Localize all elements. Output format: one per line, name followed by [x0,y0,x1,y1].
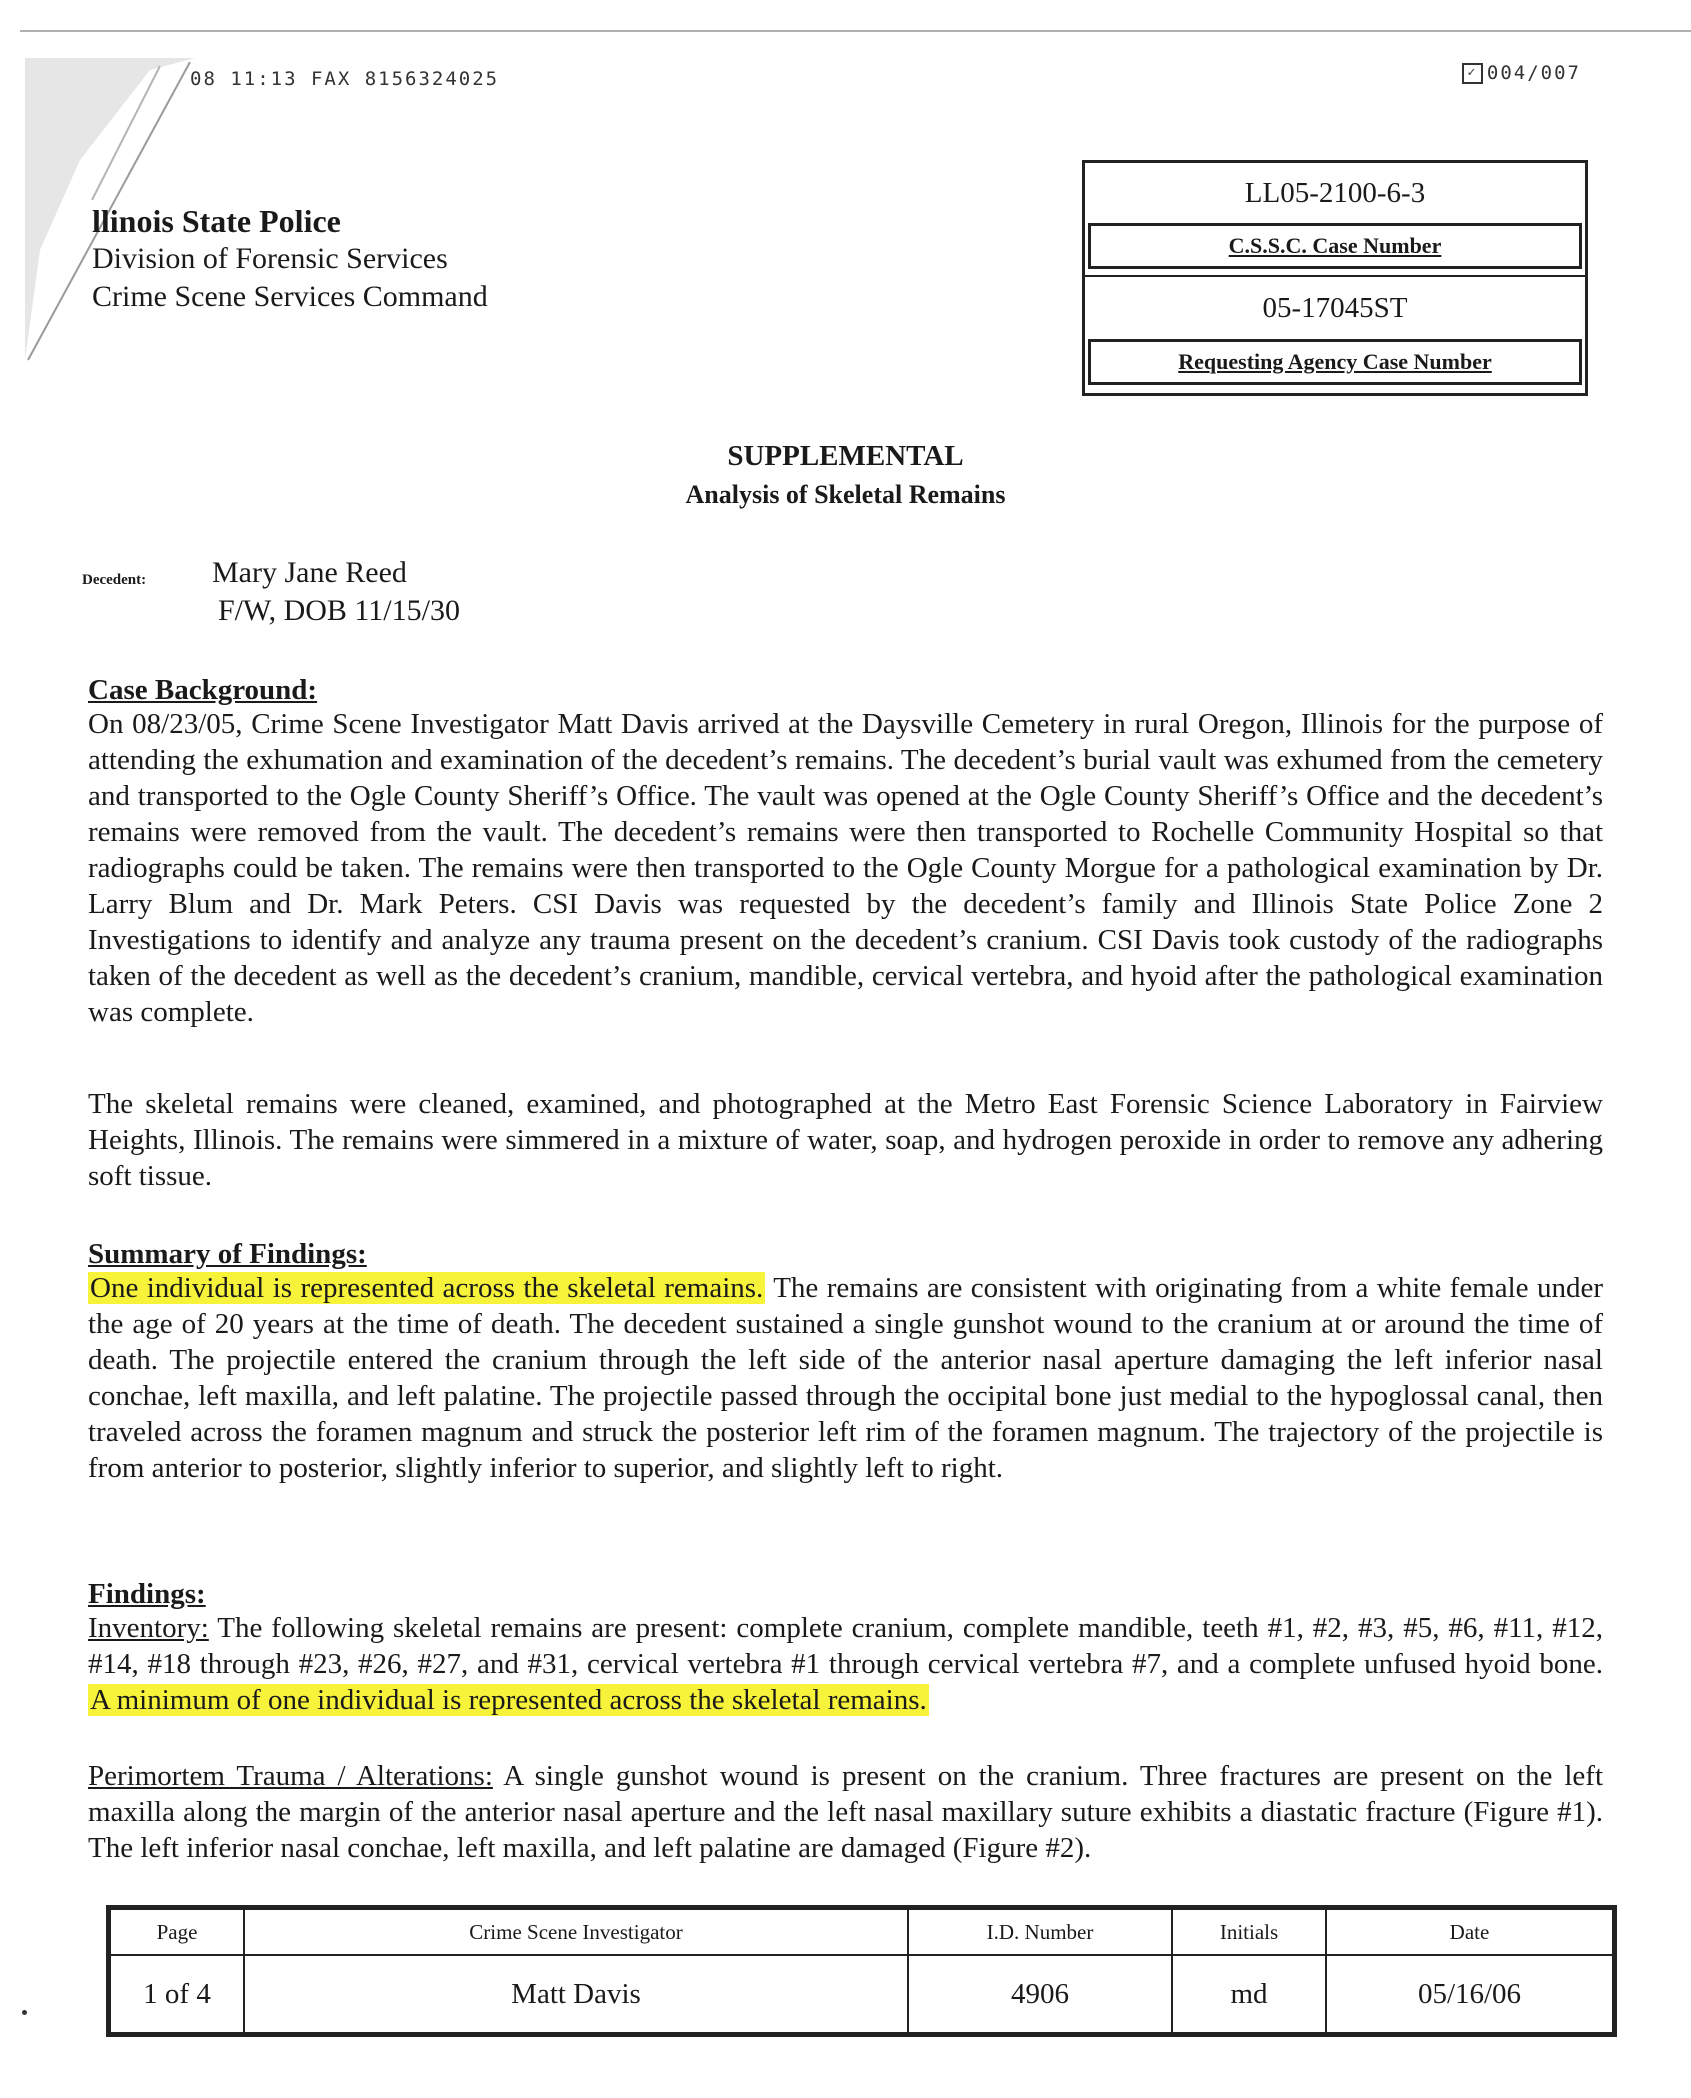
agency-case-number: 05-17045ST [1085,275,1585,339]
summary-highlight: One individual is represented across the skeletal remains. [90,1272,764,1304]
signature-footer [106,1905,1617,2037]
report-title: SUPPLEMENTAL [727,440,964,472]
summary-heading-row [88,1236,1603,1272]
footer-investigator-value: Matt Davis [244,1955,908,2033]
footer-id-value: 4906 [908,1955,1172,2033]
agency-division: Division of Forensic Services [92,242,448,275]
case-background-heading: Case Background: [88,674,318,706]
trauma-text: A single gunshot wound is present on the cranium. Three fractures are present on the left maxilla along the margin of the anterior nasal aperture and the left nasal maxillary suture exhibits a diastatic fracture (Figure #1). The left inferior nasal conchae, left maxilla, and left palatine are damaged (Figure #2). [88,1760,1603,1864]
footer-header-date: Date [1326,1909,1613,1955]
footer-value-row [110,1955,1613,2033]
fax-page-count [1462,62,1581,84]
case-background-paragraph-1: On 08/23/05, Crime Scene Investigator Matt Davis arrived at the Daysville Cemetery in rural Oregon, Illinois for the purpose of attending the exhumation and examination of the decedent’s remains. The decedent’s burial vault was exhumed from the cemetery and transported to the Ogle County Sheriff’s Office. The vault was opened at the Ogle County Sheriff’s Office and the decedent’s remains were removed from the vault. The decedent’s remains were then transported to Rochelle Community Hospital so that radiographs could be taken. The remains were then transported to the Ogle County Morgue for a pathological examination by Dr. Larry Blum and Dr. Mark Peters. CSI Davis was requested by the decedent’s family and Illinois State Police Zone 2 Investigations to identify and analyze any trauma present on the decedent’s cranium. CSI Davis took custody of the radiographs taken of the decedent as well as the decedent’s cranium, mandible, cervical vertebra, and hyoid after the pathological examination was complete. [88,708,1603,1028]
trauma-paragraph [88,1758,1603,1866]
footer-header-row [110,1909,1613,1955]
case-number-box [1082,160,1588,396]
agency-block [92,202,488,316]
agency-name: llinois State Police [92,203,341,239]
report-subtitle: Analysis of Skeletal Remains [685,480,1006,509]
footer-header-initials: Initials [1172,1909,1326,1955]
footer-header-investigator: Crime Scene Investigator [244,1909,908,1955]
fax-page-count-text: 004/007 [1486,62,1581,84]
cssc-case-number: LL05-2100-6-3 [1244,177,1426,209]
inventory-label: Inventory: [88,1612,209,1644]
fax-checkbox-icon: ✓ [1462,63,1483,84]
findings-heading-row [88,1576,1603,1612]
case-background-heading-row [88,672,1603,708]
inventory-paragraph [88,1610,1603,1718]
summary-paragraph [88,1270,1603,1486]
footer-header-page: Page [110,1909,244,1955]
decedent-details: F/W, DOB 11/15/30 [218,594,460,627]
summary-heading: Summary of Findings: [88,1238,367,1270]
footer-header-id: I.D. Number [908,1909,1172,1955]
footer-table [109,1908,1614,2034]
agency-command: Crime Scene Services Command [92,280,488,313]
findings-heading: Findings: [88,1578,206,1610]
folded-corner-shadow [0,0,200,400]
cssc-case-number-label: C.S.S.C. Case Number [1088,223,1582,269]
decedent-name: Mary Jane Reed [212,556,407,589]
inventory-highlight: A minimum of one individual is represented across the skeletal remains. [90,1684,927,1716]
margin-dot [22,2010,27,2015]
summary-text: The remains are consistent with originating from a white female under the age of 20 years at the time of death. The decedent sustained a single gunshot wound to the cranium at or around the time of death. The projectile entered the cranium through the left side of the anterior nasal aperture damaging the left inferior nasal conchae, left maxilla, and left palatine. The projectile passed through the occipital bone just medial to the hypoglossal canal, then traveled across the foramen magnum and struck the posterior left rim of the foramen magnum. The trajectory of the projectile is from anterior to posterior, slightly inferior to superior, and slightly left to right. [88,1272,1603,1484]
top-edge-line [20,30,1691,32]
case-background-paragraph-2: The skeletal remains were cleaned, examined, and photographed at the Metro East Forensic Science Laboratory in Fairview Heights, Illinois. The remains were simmered in a mixture of water, soap, and hydrogen peroxide in order to remove any adhering soft tissue. [88,1088,1603,1192]
decedent-label: Decedent: [82,572,147,588]
footer-initials-value: md [1172,1955,1326,2033]
fax-header-line: 08 11:13 FAX 8156324025 [190,68,500,90]
footer-page-value: 1 of 4 [110,1955,244,2033]
trauma-label: Perimortem Trauma / Alterations: [88,1760,493,1792]
agency-case-number-label: Requesting Agency Case Number [1088,339,1582,385]
inventory-text: The following skeletal remains are present: complete cranium, complete mandible, teeth #1, #2, #3, #5, #6, #11, #12, #14, #18 through #23, #26, #27, and #31, cervical vertebra #1 through cervical vertebra #7, and a complete unfused hyoid bone. [88,1612,1603,1680]
footer-date-value: 05/16/06 [1326,1955,1613,2033]
